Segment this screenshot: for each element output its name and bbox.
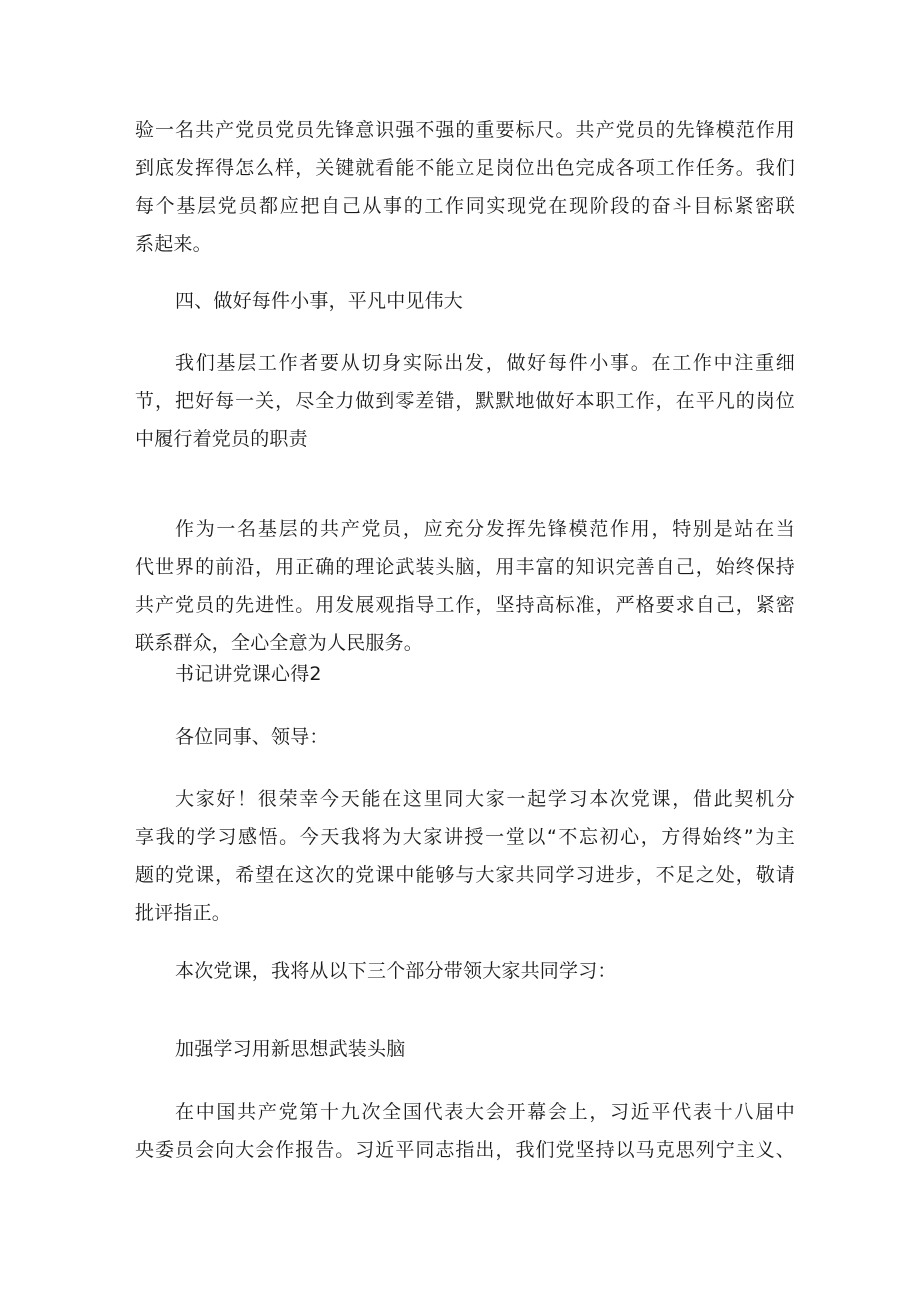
paragraph-4 <box>135 780 795 932</box>
text-line: 大家好！很荣幸今天能在这里同大家一起学习本次党课，借此契机分 <box>175 788 795 810</box>
salutation <box>135 718 795 756</box>
heading-text: 加强学习用新思想武装头脑 <box>175 1038 406 1060</box>
title-text: 书记讲党课心得2 <box>175 663 322 685</box>
text-line: 本次党课，我将从以下三个部分带领大家共同学习： <box>175 960 617 982</box>
document-title <box>135 655 795 693</box>
paragraph-6 <box>135 1093 795 1169</box>
section-heading <box>135 282 795 320</box>
text-line: 我们基层工作者要从切身实际出发，做好每件小事。在工作中注重细 <box>175 352 795 374</box>
text-line: 享我的学习感悟。今天我将为大家讲授一堂以“不忘初心，方得始终”为主 <box>135 826 795 848</box>
text-line: 共产党员的先进性。用发展观指导工作，坚持高标准，严格要求自己，紧密 <box>135 594 795 616</box>
text-line: 中履行着党员的职责 <box>135 428 308 450</box>
text-line: 代世界的前沿，用正确的理论武装头脑，用丰富的知识完善自己，始终保持 <box>135 556 795 578</box>
section-heading <box>135 1030 795 1068</box>
text-line: 节，把好每一关，尽全力做到零差错，默默地做好本职工作，在平凡的岗位 <box>135 390 795 412</box>
paragraph-2 <box>135 344 795 458</box>
text-line: 批评指正。 <box>135 902 232 924</box>
paragraph-1 <box>135 111 795 263</box>
paragraph-5 <box>135 952 795 990</box>
salutation-text: 各位同事、领导： <box>175 726 329 748</box>
text-line: 联系群众，全心全意为人民服务。 <box>135 632 424 654</box>
heading-text: 四、做好每件小事，平凡中见伟大 <box>175 290 464 312</box>
text-line: 每个基层党员都应把自己从事的工作同实现党在现阶段的奋斗目标紧密联 <box>135 195 795 217</box>
text-line: 题的党课，希望在这次的党课中能够与大家共同学习进步，不足之处，敬请 <box>135 864 795 886</box>
text-line: 在中国共产党第十九次全国代表大会开幕会上，习近平代表十八届中 <box>175 1101 795 1123</box>
text-line: 到底发挥得怎么样，关键就看能不能立足岗位出色完成各项工作任务。我们 <box>135 157 795 179</box>
text-line: 作为一名基层的共产党员，应充分发挥先锋模范作用，特别是站在当 <box>175 518 795 540</box>
text-line: 验一名共产党员党员先锋意识强不强的重要标尺。共产党员的先锋模范作用 <box>135 119 795 141</box>
paragraph-3 <box>135 510 795 662</box>
text-line: 央委员会向大会作报告。习近平同志指出，我们党坚持以马克思列宁主义、 <box>135 1139 795 1161</box>
text-line: 系起来。 <box>135 233 212 255</box>
